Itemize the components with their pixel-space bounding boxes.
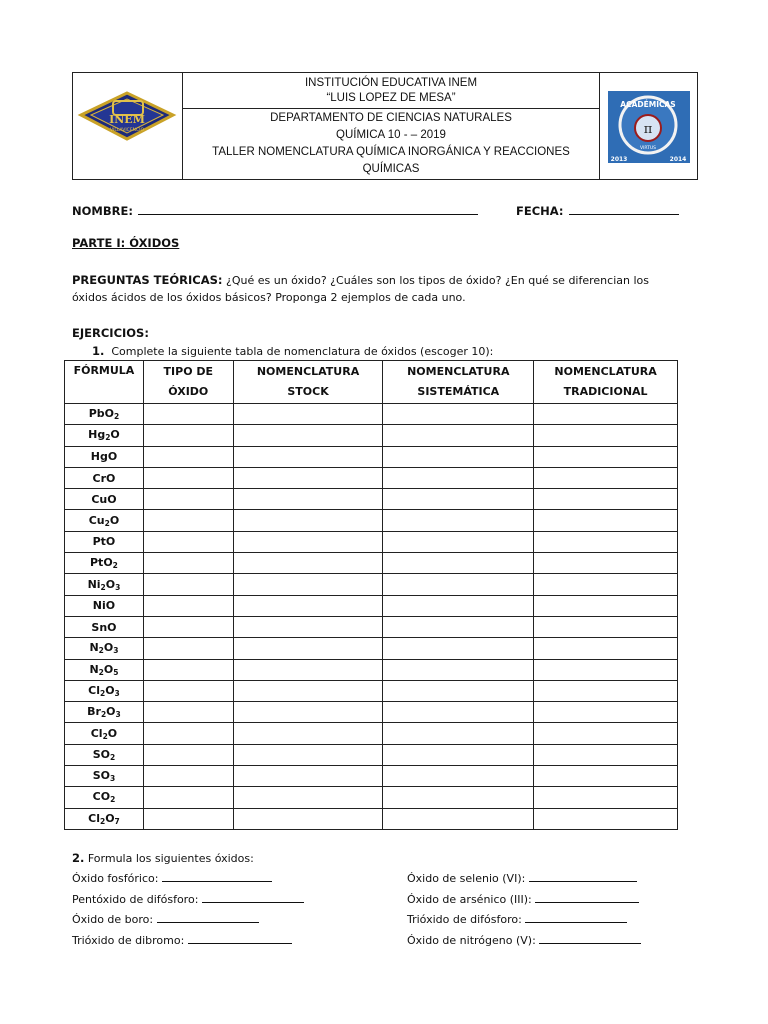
stock-name-cell[interactable]: [233, 766, 383, 787]
oxide-type-cell[interactable]: [143, 510, 233, 531]
formula-cell: $Cl_2O$: [65, 723, 144, 744]
institution-name: INSTITUCIÓN EDUCATIVA INEM: [304, 76, 478, 89]
oxide-type-cell[interactable]: [143, 446, 233, 467]
traditional-name-cell[interactable]: [534, 616, 678, 637]
answer-input-line[interactable]: [202, 890, 304, 903]
exercise-1-text: Complete la siguiente tabla de nomenclatura de óxidos (escoger 10):: [111, 345, 494, 358]
traditional-name-cell[interactable]: [534, 744, 678, 765]
svg-text:ACADÉMICAS: ACADÉMICAS: [620, 100, 676, 109]
header-oxide-type: TIPO DE ÓXIDO: [143, 361, 233, 404]
systematic-name-cell[interactable]: [383, 766, 534, 787]
oxide-type-cell[interactable]: [143, 595, 233, 616]
traditional-name-cell[interactable]: [534, 659, 678, 680]
stock-name-cell[interactable]: [233, 659, 383, 680]
systematic-name-cell[interactable]: [383, 744, 534, 765]
formula-cell: $Ni_2O_3$: [65, 574, 144, 595]
nombre-field: [72, 200, 478, 219]
oxide-item-right: [407, 910, 627, 926]
oxide-item-left: [72, 890, 304, 906]
oxide-type-cell[interactable]: [143, 574, 233, 595]
formula-cell: $CO_2$: [65, 787, 144, 808]
oxide-item-label: Óxido fosfórico:: [72, 872, 159, 885]
table-header-row: [65, 361, 678, 404]
header-systematic: NOMENCLATURA SISTEMÁTICA: [383, 361, 534, 404]
traditional-name-cell[interactable]: [534, 553, 678, 574]
table-body: [65, 404, 678, 830]
formula-cell: PtO$_2$: [65, 553, 144, 574]
part1-title: PARTE I: ÓXIDOS: [72, 236, 180, 250]
oxide-item-right: [407, 931, 641, 947]
traditional-name-cell[interactable]: [534, 723, 678, 744]
oxide-type-cell[interactable]: [143, 616, 233, 637]
svg-text:π: π: [643, 122, 653, 137]
answer-input-line[interactable]: [539, 931, 641, 944]
systematic-name-cell[interactable]: [383, 404, 534, 425]
table-row: [65, 467, 678, 488]
formula-cell: $Cl_2O_7$: [65, 808, 144, 829]
stock-name-cell[interactable]: [233, 574, 383, 595]
table-row: [65, 702, 678, 723]
fecha-label: FECHA:: [516, 204, 564, 218]
table-row: [65, 638, 678, 659]
oxide-type-cell[interactable]: [143, 489, 233, 510]
systematic-name-cell[interactable]: [383, 616, 534, 637]
answer-input-line[interactable]: [188, 931, 292, 944]
traditional-name-cell[interactable]: [534, 467, 678, 488]
table-row: [65, 787, 678, 808]
academicas-logo-cell: [599, 73, 697, 179]
course-year: QUÍMICA 10 - – 2019: [336, 129, 446, 141]
formula-cell: $N_2O_5$: [65, 659, 144, 680]
oxide-item-left: [72, 931, 292, 947]
oxide-item-label: Trióxido de dibromo:: [72, 934, 185, 947]
oxide-item-label: Óxido de boro:: [72, 913, 154, 926]
traditional-name-cell[interactable]: [534, 702, 678, 723]
stock-name-cell[interactable]: [233, 680, 383, 701]
oxide-type-cell[interactable]: [143, 787, 233, 808]
oxide-type-cell[interactable]: [143, 680, 233, 701]
traditional-name-cell[interactable]: [534, 808, 678, 829]
stock-name-cell[interactable]: [233, 787, 383, 808]
answer-input-line[interactable]: [529, 869, 637, 882]
stock-name-cell[interactable]: [233, 446, 383, 467]
oxide-type-cell[interactable]: [143, 659, 233, 680]
oxides-table: [64, 360, 678, 830]
traditional-name-cell[interactable]: [534, 489, 678, 510]
svg-text:VIRTUS: VIRTUS: [639, 146, 657, 151]
traditional-name-cell[interactable]: [534, 425, 678, 446]
systematic-name-cell[interactable]: [383, 723, 534, 744]
stock-name-cell[interactable]: [233, 404, 383, 425]
svg-text:2014: 2014: [669, 156, 687, 163]
header-formula: FÓRMULA: [65, 361, 144, 404]
table-row: [65, 404, 678, 425]
answer-input-line[interactable]: [162, 869, 272, 882]
systematic-name-cell[interactable]: [383, 638, 534, 659]
traditional-name-cell[interactable]: [534, 574, 678, 595]
oxide-type-cell[interactable]: [143, 553, 233, 574]
oxide-type-cell[interactable]: [143, 638, 233, 659]
exercise-2-text: Formula los siguientes óxidos:: [87, 852, 254, 865]
oxide-type-cell[interactable]: [143, 425, 233, 446]
workshop-title-cont: QUÍMICAS: [362, 163, 420, 175]
table-row: [65, 446, 678, 467]
oxide-type-cell[interactable]: [143, 467, 233, 488]
systematic-name-cell[interactable]: [383, 574, 534, 595]
systematic-name-cell[interactable]: [383, 531, 534, 552]
traditional-name-cell[interactable]: [534, 531, 678, 552]
oxide-type-cell[interactable]: [143, 744, 233, 765]
table-row: [65, 766, 678, 787]
systematic-name-cell[interactable]: [383, 702, 534, 723]
stock-name-cell[interactable]: [233, 553, 383, 574]
header-titles: [183, 73, 599, 179]
stock-name-cell[interactable]: [233, 510, 383, 531]
formula-cell: $Cu_2O$: [65, 510, 144, 531]
oxide-type-cell[interactable]: [143, 531, 233, 552]
traditional-name-cell[interactable]: [534, 595, 678, 616]
traditional-name-cell[interactable]: [534, 510, 678, 531]
table-row: [65, 723, 678, 744]
systematic-name-cell[interactable]: [383, 489, 534, 510]
systematic-name-cell[interactable]: [383, 787, 534, 808]
nombre-label: NOMBRE:: [72, 204, 133, 218]
table-row: [65, 808, 678, 829]
traditional-name-cell[interactable]: [534, 638, 678, 659]
header-box: [72, 72, 698, 180]
fecha-field: [516, 200, 679, 219]
systematic-name-cell[interactable]: [383, 595, 534, 616]
traditional-name-cell[interactable]: [534, 766, 678, 787]
nombre-input-line[interactable]: [138, 202, 478, 215]
answer-input-line[interactable]: [535, 890, 639, 903]
traditional-name-cell[interactable]: [534, 446, 678, 467]
oxide-item-label: Trióxido de difósforo:: [407, 913, 522, 926]
exercises-label: EJERCICIOS:: [72, 326, 149, 340]
oxide-type-cell[interactable]: [143, 723, 233, 744]
theory-text-1: ¿Qué es un óxido? ¿Cuáles son los tipos de óxido? ¿En qué se diferencian los: [222, 274, 649, 287]
oxide-item-label: Pentóxido de difósforo:: [72, 893, 199, 906]
formula-cell: NiO: [65, 595, 144, 616]
theory-text-2: óxidos ácidos de los óxidos básicos? Proponga 2 ejemplos de cada uno.: [72, 291, 466, 304]
header-stock: NOMENCLATURA STOCK: [233, 361, 383, 404]
stock-name-cell[interactable]: [233, 744, 383, 765]
formula-cell: $Br_2O_3$: [65, 702, 144, 723]
department-name: DEPARTAMENTO DE CIENCIAS NATURALES: [270, 112, 512, 124]
oxide-item-left: [72, 869, 272, 885]
oxide-item-label: Óxido de arsénico (III):: [407, 893, 532, 906]
academicas-logo-icon: [600, 73, 697, 179]
systematic-name-cell[interactable]: [383, 510, 534, 531]
header-traditional: NOMENCLATURA TRADICIONAL: [534, 361, 678, 404]
oxide-type-cell[interactable]: [143, 404, 233, 425]
svg-text:VILLAVICENCIO: VILLAVICENCIO: [109, 128, 145, 133]
formula-cell: $SO_2$: [65, 744, 144, 765]
oxide-item-label: Óxido de selenio (VI):: [407, 872, 526, 885]
traditional-name-cell[interactable]: [534, 680, 678, 701]
oxide-item-label: Óxido de nitrógeno (V):: [407, 934, 536, 947]
stock-name-cell[interactable]: [233, 638, 383, 659]
oxide-type-cell[interactable]: [143, 702, 233, 723]
svg-text:INEM: INEM: [109, 113, 145, 126]
formula-cell: CuO: [65, 489, 144, 510]
systematic-name-cell[interactable]: [383, 680, 534, 701]
table-row: [65, 531, 678, 552]
systematic-name-cell[interactable]: [383, 446, 534, 467]
stock-name-cell[interactable]: [233, 723, 383, 744]
table-row: [65, 744, 678, 765]
stock-name-cell[interactable]: [233, 616, 383, 637]
table-row: [65, 553, 678, 574]
exercise-2-instruction: [72, 851, 254, 865]
formula-cell: $Cl_2O_3$: [65, 680, 144, 701]
exercise-1-number: 1.: [92, 344, 105, 358]
oxide-item-left: [72, 910, 259, 926]
table-row: [65, 510, 678, 531]
stock-name-cell[interactable]: [233, 489, 383, 510]
table-row: [65, 425, 678, 446]
workshop-title: TALLER NOMENCLATURA QUÍMICA INORGÁNICA Y REACCIONES: [212, 146, 570, 158]
formula-cell: PtO: [65, 531, 144, 552]
table-row: [65, 595, 678, 616]
table-row: [65, 574, 678, 595]
stock-name-cell[interactable]: [233, 531, 383, 552]
exercise-1-instruction: [92, 344, 493, 358]
systematic-name-cell[interactable]: [383, 808, 534, 829]
formula-cell: CrO: [65, 467, 144, 488]
table-row: [65, 489, 678, 510]
table-row: [65, 616, 678, 637]
table-row: [65, 680, 678, 701]
systematic-name-cell[interactable]: [383, 467, 534, 488]
formula-cell: $Hg_2O$: [65, 425, 144, 446]
answer-input-line[interactable]: [525, 910, 627, 923]
systematic-name-cell[interactable]: [383, 425, 534, 446]
fecha-input-line[interactable]: [569, 202, 679, 215]
stock-name-cell[interactable]: [233, 808, 383, 829]
systematic-name-cell[interactable]: [383, 553, 534, 574]
oxide-type-cell[interactable]: [143, 808, 233, 829]
institution-subname: “LUIS LOPEZ DE MESA”: [326, 91, 456, 104]
stock-name-cell[interactable]: [233, 702, 383, 723]
formula-cell: HgO: [65, 446, 144, 467]
theory-label: PREGUNTAS TEÓRICAS:: [72, 273, 223, 287]
exercise-2-number: 2.: [72, 851, 85, 865]
inem-logo-icon: [73, 73, 182, 179]
traditional-name-cell[interactable]: [534, 787, 678, 808]
formula-cell: $SO_3$: [65, 766, 144, 787]
oxide-item-right: [407, 869, 637, 885]
systematic-name-cell[interactable]: [383, 659, 534, 680]
stock-name-cell[interactable]: [233, 595, 383, 616]
traditional-name-cell[interactable]: [534, 404, 678, 425]
table-row: [65, 659, 678, 680]
answer-input-line[interactable]: [157, 910, 259, 923]
stock-name-cell[interactable]: [233, 467, 383, 488]
theory-questions: [72, 273, 682, 287]
oxide-type-cell[interactable]: [143, 766, 233, 787]
formula-cell: PbO$_2$: [65, 404, 144, 425]
svg-text:2013: 2013: [610, 156, 628, 163]
formula-cell: $N_2O_3$: [65, 638, 144, 659]
formula-cell: SnO: [65, 616, 144, 637]
inem-logo-cell: [73, 73, 183, 179]
stock-name-cell[interactable]: [233, 425, 383, 446]
oxide-item-right: [407, 890, 639, 906]
